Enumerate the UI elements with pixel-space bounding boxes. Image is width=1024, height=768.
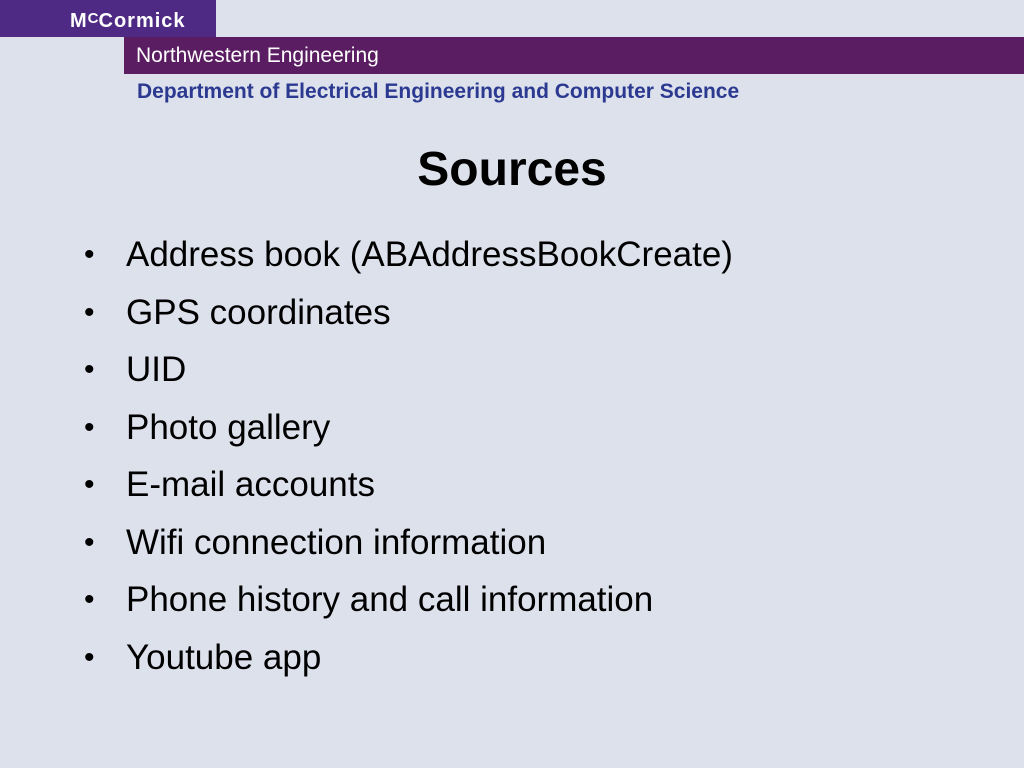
bullet-item: [84, 571, 733, 629]
bullet-dot-icon: •: [84, 353, 95, 386]
bullet-text: Youtube app: [126, 637, 322, 677]
bullet-item: [84, 456, 733, 514]
bullet-item: [84, 226, 733, 284]
bullet-item: [84, 284, 733, 342]
bullet-text: Address book (ABAddressBookCreate): [126, 235, 733, 274]
bullet-list: [84, 226, 733, 686]
bullet-dot-icon: •: [84, 238, 95, 271]
bullet-dot-icon: •: [84, 468, 95, 501]
bullet-text: Phone history and call information: [126, 580, 654, 619]
bullet-item: [84, 399, 733, 457]
bullet-dot-icon: •: [84, 295, 95, 329]
mccormick-logo: [0, 0, 216, 37]
northwestern-banner: [124, 37, 1024, 74]
bullet-text: Photo gallery: [126, 407, 331, 447]
bullet-text: E-mail accounts: [126, 465, 375, 504]
logo-letter-c-superscript: C: [87, 10, 99, 27]
bullet-text: Wifi connection information: [126, 522, 547, 562]
slide-title: Sources: [417, 143, 607, 196]
logo-letter-m: M: [70, 10, 88, 32]
bullet-dot-icon: •: [84, 410, 95, 444]
bullet-dot-icon: •: [84, 640, 95, 674]
bullet-text: UID: [126, 350, 187, 389]
bullet-item: [84, 514, 733, 572]
bullet-dot-icon: •: [84, 525, 95, 559]
banner-text: Northwestern Engineering: [136, 44, 379, 67]
bullet-text: GPS coordinates: [126, 292, 391, 332]
bullet-dot-icon: •: [84, 583, 95, 616]
logo-text-rest: Cormick: [98, 10, 186, 32]
bullet-item: [84, 629, 733, 687]
bullet-item: [84, 341, 733, 399]
department-name: Department of Electrical Engineering and Computer Science: [137, 80, 740, 103]
